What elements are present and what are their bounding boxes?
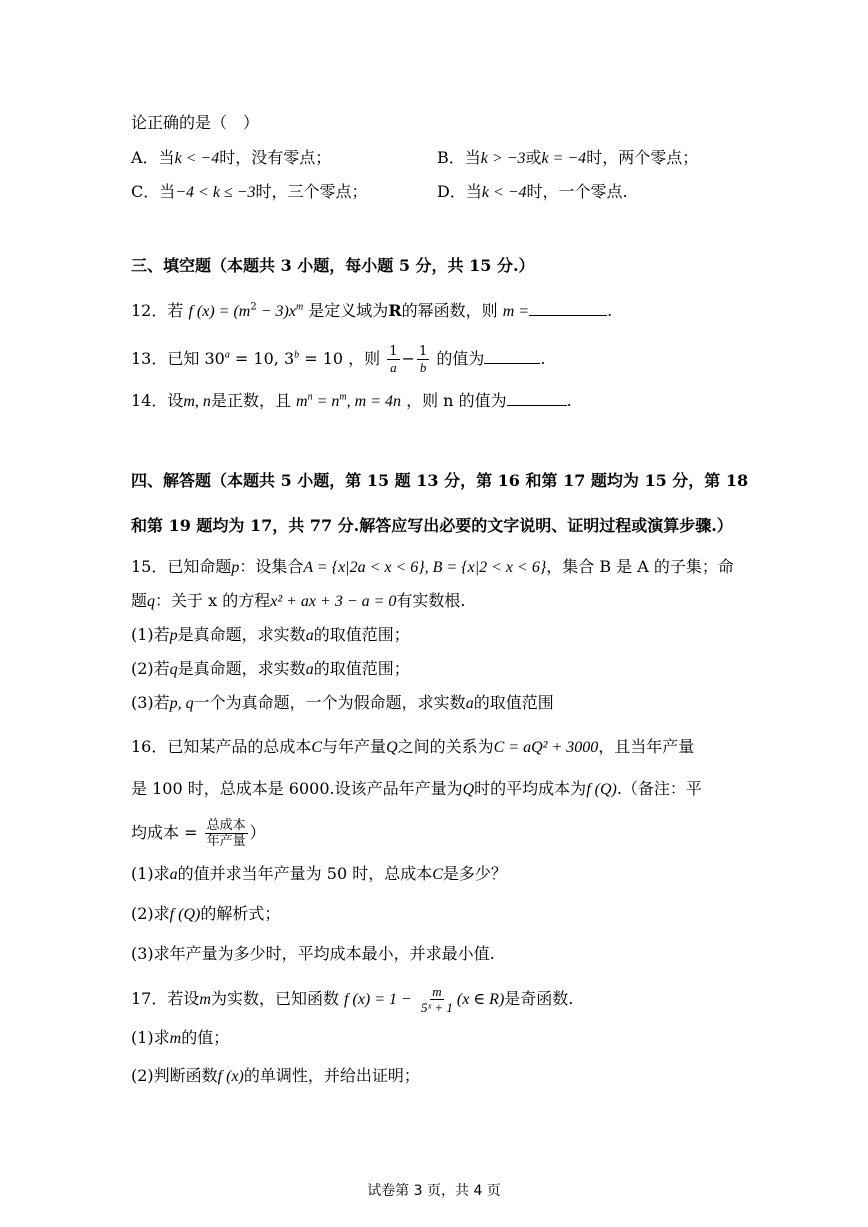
page-footer: 试卷第 3 页，共 4 页 [367, 1183, 501, 1199]
q11-option-c: C．当−4 < k ≤ −3时，三个零点； [131, 182, 368, 201]
q17-line1: 17．若设m为实数，已知函数 f (x) = 1 − $\frac{m}{\text{5ˣ + 1}}$ (x ∈ R)是奇函数. [131, 984, 574, 1015]
q11-tail: 论正确的是（ ） [131, 113, 260, 132]
q16-sub2: (2)求f (Q)的解析式； [131, 904, 281, 923]
q11-option-d: D．当k < −4时，一个零点. [437, 182, 628, 201]
q15-sub2: (2)若q是真命题，求实数a的取值范围； [131, 659, 410, 678]
q15-line2: 题q：关于 x 的方程x² + ax + 3 − a = 0有实数根. [131, 591, 466, 610]
q16-line2: 是 100 时，总成本是 6000.设该产品年产量为Q时的平均成本为f (Q).（备注：平 [131, 779, 702, 798]
section-4-heading-line1: 四、解答题（本题共 5 小题，第 15 题 13 分，第 16 和第 17 题均为 15 分，第 18 [131, 471, 749, 490]
section-4-heading-line2: 和第 19 题均为 17，共 77 分.解答应写出必要的文字说明、证明过程或演算步骤.） [131, 516, 733, 535]
question-14: 14．设m, n是正数，且 $m^n = n^m$, m = 4n ，则 n 的值为 . [131, 391, 572, 410]
q16-line3: 均成本 = $\frac{\text{总成本}}{\text{年产量}}$ ） [131, 818, 266, 849]
q16-sub1: (1)求a的值并求当年产量为 50 时，总成本C是多少？ [131, 864, 507, 883]
q15-sub3: (3)若p, q一个为真命题，一个为假命题，求实数a的取值范围 [131, 693, 554, 712]
q15-line1: 15．已知命题p：设集合A = {x|2a < x < 6}, B = {x|2 < x < 6}，集合 B 是 A 的子集；命 [131, 557, 734, 576]
question-12: 12．若 f $(x) = (m^2 - 3)x^m$ 是定义域为R的幂函数，则 m = . [131, 301, 613, 320]
q15-sub1: (1)若p是真命题，求实数a的取值范围； [131, 625, 410, 644]
q17-sub1: (1)求m的值； [131, 1028, 230, 1047]
section-3-heading: 三、填空题（本题共 3 小题，每小题 5 分，共 15 分.） [131, 256, 535, 275]
q11-option-b: B．当k > −3或k = −4时，两个零点； [437, 148, 699, 167]
q16-sub3: (3)求年产量为多少时，平均成本最小，并求最小值. [131, 944, 495, 963]
question-13: 13．已知 $30^a = 10$, $3^b = 10$ ，则 $\frac{1}{a}$ − $\frac{1}{b}$ 的值为 . [131, 344, 546, 375]
q16-line1: 16．已知某产品的总成本C与年产量Q之间的关系为C = aQ² + 3000，且当年产量 [131, 737, 695, 756]
q11-option-a: A．当k < −4时，没有零点； [131, 148, 332, 167]
q17-sub2: (2)判断函数f (x)的单调性，并给出证明； [131, 1066, 420, 1085]
